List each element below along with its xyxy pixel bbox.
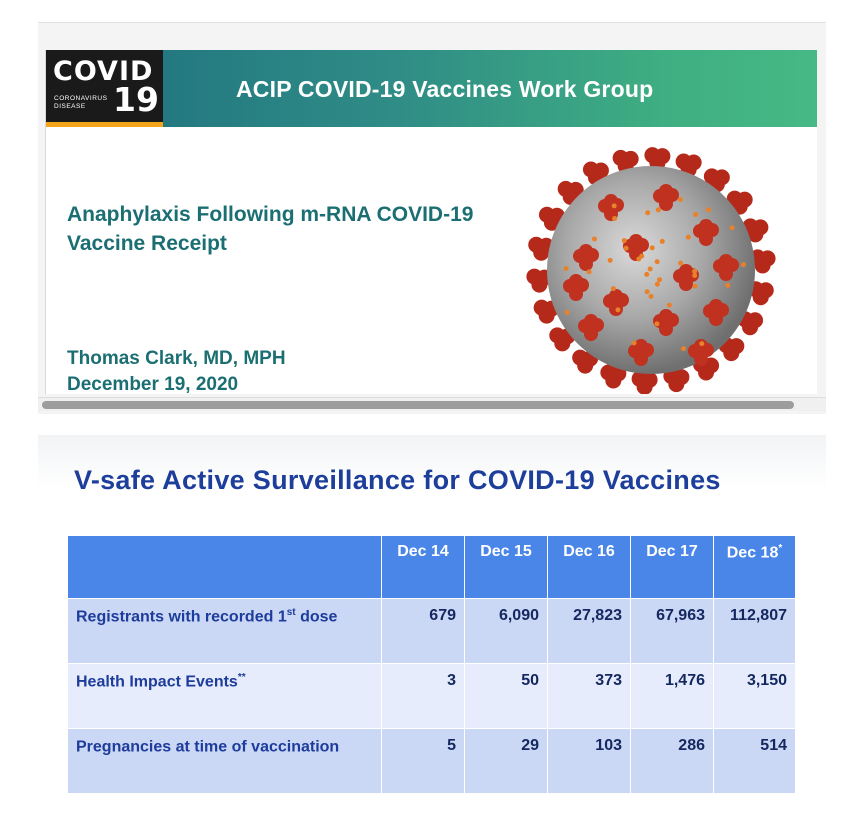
row-label bbox=[68, 599, 382, 664]
table-cell: 286 bbox=[631, 729, 714, 794]
coronavirus-illustration bbox=[516, 138, 786, 394]
envelope-protein bbox=[592, 236, 597, 241]
envelope-protein bbox=[645, 210, 650, 215]
column-header bbox=[714, 536, 796, 599]
envelope-protein bbox=[649, 294, 654, 299]
envelope-protein bbox=[587, 269, 592, 274]
envelope-protein bbox=[667, 303, 672, 308]
header-banner bbox=[46, 50, 817, 127]
envelope-protein bbox=[725, 283, 730, 288]
envelope-protein bbox=[615, 307, 620, 312]
envelope-protein bbox=[648, 266, 653, 271]
slide-canvas bbox=[45, 50, 817, 394]
envelope-protein bbox=[654, 321, 659, 326]
envelope-protein bbox=[650, 245, 655, 250]
banner-title: ACIP COVID-19 Vaccines Work Group bbox=[236, 76, 654, 102]
column-header: Dec 17 bbox=[631, 536, 714, 599]
row-label bbox=[68, 729, 382, 794]
envelope-protein bbox=[693, 284, 698, 289]
envelope-protein bbox=[608, 258, 613, 263]
envelope-protein bbox=[699, 341, 704, 346]
footnote-mark: * bbox=[778, 543, 783, 554]
row-label-tail: dose bbox=[295, 608, 338, 626]
covid-19-logo bbox=[46, 50, 163, 127]
envelope-protein bbox=[565, 310, 570, 315]
header-corner bbox=[68, 536, 382, 599]
presentation-date: December 19, 2020 bbox=[67, 374, 239, 394]
envelope-protein bbox=[741, 262, 746, 267]
presenter-name: Thomas Clark, MD, MPH bbox=[67, 348, 286, 369]
envelope-protein bbox=[678, 261, 683, 266]
table-cell: 373 bbox=[548, 664, 631, 729]
envelope-protein bbox=[645, 289, 650, 294]
envelope-protein bbox=[655, 282, 660, 287]
envelope-protein bbox=[678, 197, 683, 202]
envelope-protein bbox=[686, 235, 691, 240]
row-label-text: Pregnancies at time of vaccination bbox=[76, 738, 340, 756]
envelope-protein bbox=[632, 340, 637, 345]
logo-accent-bar bbox=[46, 122, 163, 127]
row-label-sup: st bbox=[286, 607, 296, 618]
envelope-protein bbox=[644, 272, 649, 277]
table-cell: 112,807 bbox=[714, 599, 796, 664]
envelope-protein bbox=[657, 277, 662, 282]
envelope-protein bbox=[612, 216, 617, 221]
envelope-protein bbox=[660, 239, 665, 244]
column-header-label: Dec 18 bbox=[726, 544, 779, 562]
table-row bbox=[68, 599, 796, 664]
table-cell: 29 bbox=[465, 729, 548, 794]
logo-subtitle: CORONAVIRUS DISEASE bbox=[54, 95, 108, 110]
logo-number: 19 bbox=[113, 80, 159, 119]
table-cell: 679 bbox=[382, 599, 465, 664]
slide-title: V-safe Active Surveillance for COVID-19 Vaccines bbox=[74, 465, 721, 495]
table-cell: 6,090 bbox=[465, 599, 548, 664]
table-row bbox=[68, 664, 796, 729]
row-label bbox=[68, 664, 382, 729]
table-cell: 514 bbox=[714, 729, 796, 794]
presentation-title: Anaphylaxis Following m-RNA COVID-19 Vaccine Receipt bbox=[67, 203, 474, 255]
envelope-protein bbox=[622, 238, 627, 243]
table-cell: 67,963 bbox=[631, 599, 714, 664]
envelope-protein bbox=[612, 203, 617, 208]
column-header: Dec 16 bbox=[548, 536, 631, 599]
logo-word: COVID bbox=[53, 56, 154, 87]
envelope-protein bbox=[656, 207, 661, 212]
table-cell: 5 bbox=[382, 729, 465, 794]
envelope-protein bbox=[693, 212, 698, 217]
envelope-protein bbox=[624, 246, 629, 251]
table-cell: 1,476 bbox=[631, 664, 714, 729]
table-cell: 50 bbox=[465, 664, 548, 729]
table-cell: 27,823 bbox=[548, 599, 631, 664]
table-header-row bbox=[68, 536, 796, 599]
scrollbar-thumb[interactable] bbox=[42, 401, 794, 409]
envelope-protein bbox=[639, 254, 644, 259]
envelope-protein bbox=[655, 259, 660, 264]
table-row bbox=[68, 729, 796, 794]
envelope-protein bbox=[611, 286, 616, 291]
vsafe-slide bbox=[38, 435, 826, 822]
row-label-text: Registrants with recorded 1 bbox=[76, 608, 287, 626]
row-label-sup: ** bbox=[237, 672, 246, 683]
column-header: Dec 15 bbox=[465, 536, 548, 599]
envelope-protein bbox=[692, 269, 697, 274]
vsafe-table bbox=[67, 535, 796, 794]
envelope-protein bbox=[706, 207, 711, 212]
horizontal-scrollbar[interactable] bbox=[38, 397, 826, 411]
envelope-protein bbox=[564, 266, 569, 271]
envelope-protein bbox=[681, 346, 686, 351]
column-header: Dec 14 bbox=[382, 536, 465, 599]
table-cell: 3 bbox=[382, 664, 465, 729]
row-label-text: Health Impact Events bbox=[76, 673, 238, 691]
table-cell: 3,150 bbox=[714, 664, 796, 729]
table-cell: 103 bbox=[548, 729, 631, 794]
envelope-protein bbox=[730, 225, 735, 230]
